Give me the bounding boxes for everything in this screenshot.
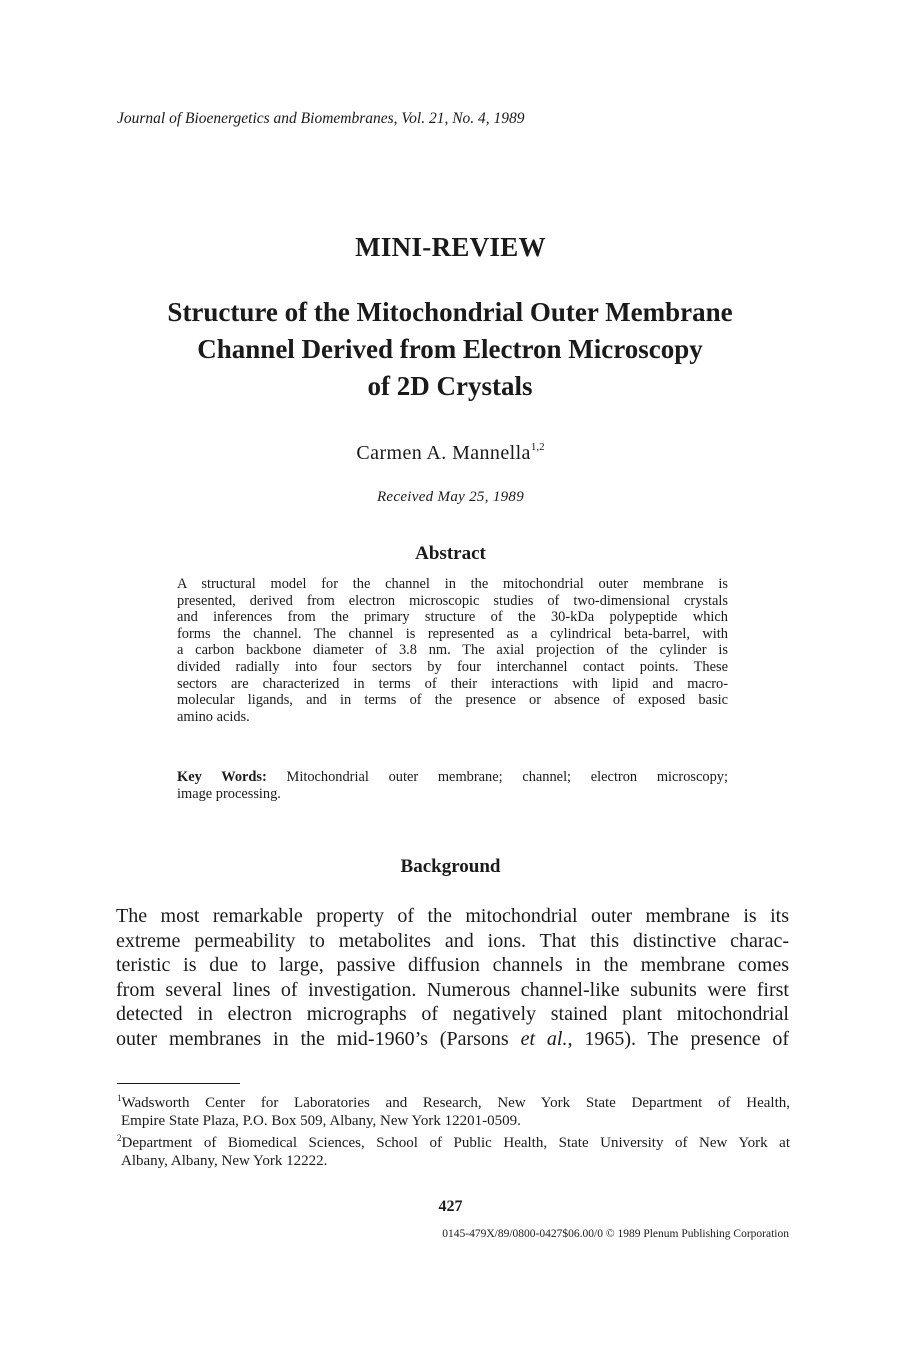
citation-et-al: et al. — [520, 1027, 568, 1050]
article-title — [100, 294, 800, 405]
key-words-line — [177, 769, 728, 786]
footnote-1 — [117, 1090, 790, 1113]
body-line: teristic is due to large, passive diffusion channels in the membrane comes — [116, 954, 789, 977]
section-label: MINI-REVIEW — [355, 232, 546, 262]
body-line — [116, 1027, 789, 1052]
body-line-part: , 1965). The presence of — [567, 1027, 789, 1050]
title-line: Channel Derived from Electron Microscopy — [197, 334, 703, 364]
author-affiliation-marks: 1,2 — [530, 441, 545, 453]
title-line: of 2D Crystals — [367, 371, 533, 401]
footnote-2 — [117, 1130, 790, 1153]
author-line — [0, 441, 901, 465]
background-paragraph — [116, 904, 789, 1052]
key-words — [177, 769, 728, 802]
abstract-line: A structural model for the channel in the mitochondrial outer membrane is — [177, 576, 728, 592]
abstract-line: molecular ligands, and in terms of the presence or absence of exposed basic — [177, 692, 728, 709]
abstract-line: amino acids. — [177, 708, 250, 725]
background-heading: Background — [400, 856, 501, 877]
copyright-line: 0145-479X/89/0800-0427$06.00/0 © 1989 Plenum Publishing Corporation — [442, 1228, 789, 1240]
abstract-line: a carbon backbone diameter of 3.8 nm. The axial projection of the cylinder is — [177, 642, 728, 659]
title-line: Structure of the Mitochondrial Outer Membrane — [167, 297, 733, 327]
body-line: detected in electron micrographs of negatively stained plant mitochondrial — [116, 1003, 789, 1026]
abstract-text — [177, 576, 728, 725]
footnote-2-cont: Albany, Albany, New York 12222. — [121, 1152, 328, 1169]
key-words-line: image processing. — [177, 785, 281, 802]
abstract-line: forms the channel. The channel is represented as a cylindrical beta-barrel, with — [177, 625, 728, 642]
body-line: The most remarkable property of the mitochondrial outer membrane is its — [116, 905, 789, 927]
received-date: Received May 25, 1989 — [376, 489, 525, 505]
abstract-line: presented, derived from electron microscopic studies of two-dimensional crystals — [177, 592, 728, 609]
key-words-label: Key Words: — [177, 769, 267, 785]
abstract-heading: Abstract — [415, 543, 486, 564]
page-number: 427 — [438, 1198, 463, 1215]
key-words-text: Mitochondrial outer membrane; channel; electron microscopy; — [286, 769, 728, 785]
journal-citation: Journal of Bioenergetics and Biomembranes, Vol. 21, No. 4, 1989 — [117, 110, 525, 127]
footnote-text: Wadsworth Center for Laboratories and Research, New York State Department of Health, — [121, 1095, 790, 1111]
author-name: Carmen A. Mannella — [356, 442, 531, 464]
footnote-mark: 2 — [117, 1133, 122, 1143]
abstract-line: sectors are characterized in terms of their interactions with lipid and macro- — [177, 675, 728, 692]
body-line-part: outer membranes in the mid-1960’s (Parsons — [116, 1027, 521, 1050]
footnotes — [117, 1090, 790, 1170]
footnote-text: Department of Biomedical Sciences, School of Public Health, State University of New York at — [121, 1135, 790, 1151]
abstract-line: divided radially into four sectors by four interchannel contact points. These — [177, 658, 728, 675]
footnote-1-cont: Empire State Plaza, P.O. Box 509, Albany, New York 12201-0509. — [121, 1112, 521, 1129]
body-line: from several lines of investigation. Numerous channel-like subunits were first — [116, 978, 789, 1001]
footnote-rule — [117, 1083, 240, 1084]
footnote-mark: 1 — [117, 1093, 122, 1103]
abstract-line: and inferences from the primary structure of the 30-kDa polypeptide which — [177, 609, 728, 626]
body-line: extreme permeability to metabolites and ions. That this distinctive charac- — [116, 929, 789, 952]
